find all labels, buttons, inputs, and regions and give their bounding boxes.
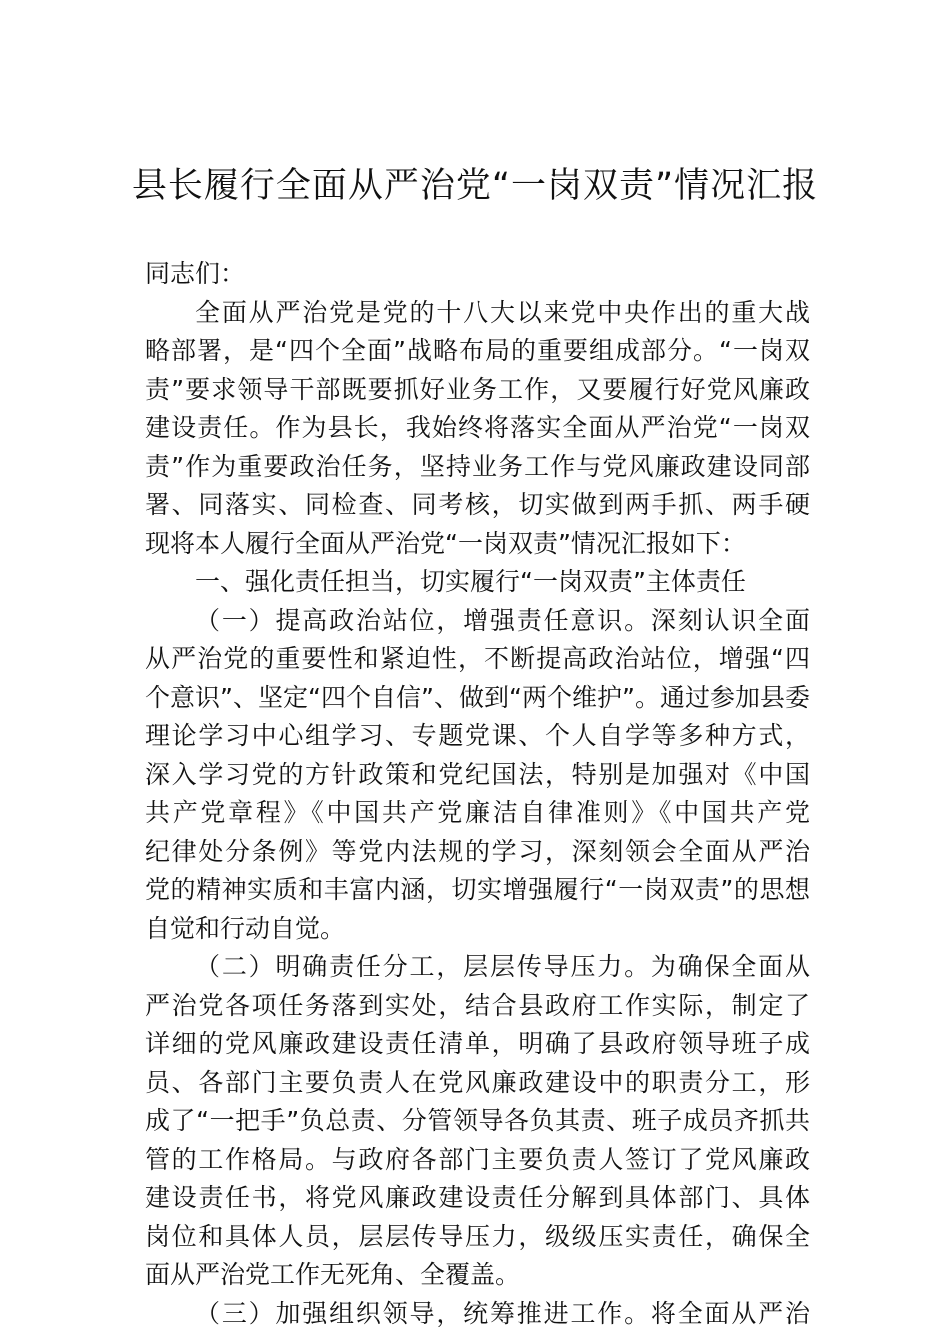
paragraph-line: 署、同落实、同检查、同考核，切实做到两手抓、两手硬: [145, 490, 810, 519]
paragraph-line: （三）加强组织领导，统筹推进工作。将全面从严治: [195, 1298, 810, 1328]
paragraph-line: 建设责任。作为县长，我始终将落实全面从严治党“一岗双: [145, 413, 810, 442]
paragraph-line: （二）明确责任分工，层层传导压力。为确保全面从: [195, 952, 810, 981]
paragraph-line: 个意识”、坚定“四个自信”、做到“两个维护”。通过参加县委: [145, 682, 810, 712]
paragraph-line: 共产党章程》《中国共产党廉洁自律准则》《中国共产党: [145, 798, 810, 827]
paragraph-line: 略部署，是“四个全面”战略布局的重要组成部分。“一岗双: [145, 336, 810, 365]
paragraph-line: 员、各部门主要负责人在党风廉政建设中的职责分工，形: [145, 1067, 810, 1097]
paragraph-line: 详细的党风廉政建设责任清单，明确了县政府领导班子成: [145, 1029, 810, 1058]
paragraph-line: 从严治党的重要性和紧迫性，不断提高政治站位，增强“四: [145, 644, 810, 673]
paragraph-line: 自觉和行动自觉。: [145, 913, 346, 943]
paragraph-line: 成了“一把手”负总责、分管领导各负其责、班子成员齐抓共: [145, 1106, 810, 1135]
paragraph-line: 全面从严治党是党的十八大以来党中央作出的重大战: [195, 297, 810, 327]
document-title: 县长履行全面从严治党“一岗双责”情况汇报: [131, 166, 819, 206]
paragraph-line: 责”要求领导干部既要抓好业务工作，又要履行好党风廉政: [145, 374, 810, 404]
salutation: 同志们：: [145, 259, 246, 288]
paragraph-line: 管的工作格局。与政府各部门主要负责人签订了党风廉政: [145, 1144, 810, 1174]
paragraph-line: （一）提高政治站位，增强责任意识。深刻认识全面: [195, 605, 810, 635]
paragraph-line: 理论学习中心组学习、专题党课、个人自学等多种方式，: [145, 721, 810, 750]
paragraph-line: 严治党各项任务落到实处，结合县政府工作实际，制定了: [145, 990, 810, 1020]
section-heading: 一、强化责任担当，切实履行“一岗双责”主体责任: [195, 567, 746, 596]
paragraph-line: 党的精神实质和丰富内涵，切实增强履行“一岗双责”的思想: [145, 875, 810, 904]
paragraph-line: 现将本人履行全面从严治党“一岗双责”情况汇报如下：: [145, 528, 746, 558]
paragraph-line: 岗位和具体人员，层层传导压力，级级压实责任，确保全: [145, 1221, 810, 1251]
paragraph-line: 深入学习党的方针政策和党纪国法，特别是加强对《中国: [145, 759, 810, 789]
paragraph-line: 面从严治党工作无死角、全覆盖。: [145, 1260, 521, 1289]
paragraph-line: 责”作为重要政治任务，坚持业务工作与党风廉政建设同部: [145, 451, 810, 481]
document-body: [145, 255, 810, 1333]
paragraph-line: 建设责任书，将党风廉政建设责任分解到具体部门、具体: [145, 1183, 810, 1212]
paragraph-line: 纪律处分条例》等党内法规的学习，深刻领会全面从严治: [145, 836, 810, 866]
